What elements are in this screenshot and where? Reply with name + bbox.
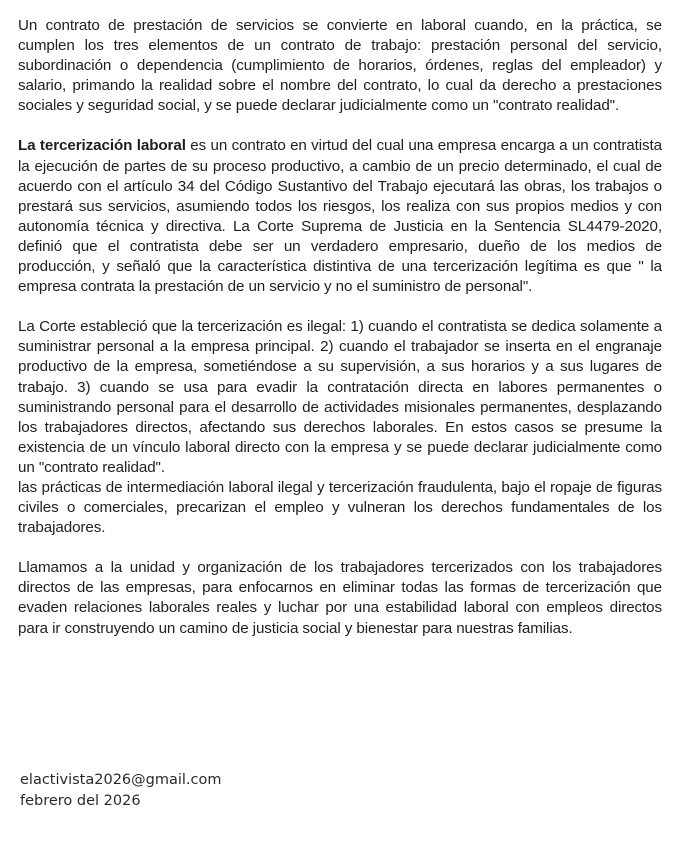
- signature-block: [20, 770, 222, 812]
- paragraph-llamado-unidad: Llamamos a la unidad y organización de los trabajadores tercerizados con los trabajadores directos de las empresas, para enfocarnos en eliminar todas las formas de tercerización que evaden relaciones laborales reales y luchar por una estabilidad laboral con empleos directos para ir construyendo un camino de justicia social y bienestar para nuestras familias.: [18, 559, 662, 637]
- paragraph-tercerizacion-lead: La tercerización laboral: [18, 137, 186, 155]
- paragraph-tercerizacion-text: es un contrato en virtud del cual una empresa encarga a un contratista la ejecución de partes de su proceso productivo, a cambio de un precio determinado, el cual de acuerdo con el artículo 34 del Código Sustantivo del Trabajo ejecutará las obras, los trabajos o prestará sus servicios, asumiendo todos los riesgos, los realiza con sus propios medios y con autonomía técnica y directiva. La Corte Suprema de Justicia en la Sentencia SL4479-2020, definió que el contratista debe ser un verdadero empresario, dueño de los medios de producción, y señaló que la característica distintiva de una tercerización legítima es que " la empresa contrata la prestación de un servicio y no el suministro de personal".: [18, 137, 662, 296]
- document-date: febrero del 2026: [20, 793, 141, 809]
- paragraph-practicas-intermediacion: las prácticas de intermediación laboral ilegal y tercerización fraudulenta, bajo el ropaje de figuras civiles o comerciales, precarizan el empleo y vulneran los derechos fundamentales de los trabajadores.: [18, 478, 662, 537]
- paragraph-tercerizacion-ilegal: La Corte estableció que la tercerización es ilegal: 1) cuando el contratista se dedica solamente a suministrar personal a la empresa principal. 2) cuando el trabajador se inserta en el engranaje productivo de la empresa, sometiéndose a su supervisión, a sus horarios y a sus lugares de trabajo. 3) cuando se usa para evadir la contratación directa en labores permanentes o suministrando personal para el desarrollo de actividades misionales permanentes, desplazando los trabajadores directos, afectando sus derechos laborales. En estos casos se presume la existencia de un vínculo laboral directo con la empresa y se puede declarar judicialmente como un "contrato realidad".: [18, 318, 662, 476]
- contact-email: elactivista2026@gmail.com: [20, 772, 222, 788]
- paragraph-tercerizacion: [18, 136, 662, 297]
- document-body: [18, 16, 662, 639]
- paragraph-contrato-realidad: Un contrato de prestación de servicios se convierte en laboral cuando, en la práctica, se cumplen los tres elementos de un contrato de trabajo: prestación personal del servicio, subordinación o dependencia (cumplimiento de horarios, órdenes, reglas del empleador) y salario, primando la realidad sobre el nombre del contrato, lo cual da derecho a prestaciones sociales y seguridad social, y se puede declarar judicialmente como un "contrato realidad".: [18, 17, 662, 115]
